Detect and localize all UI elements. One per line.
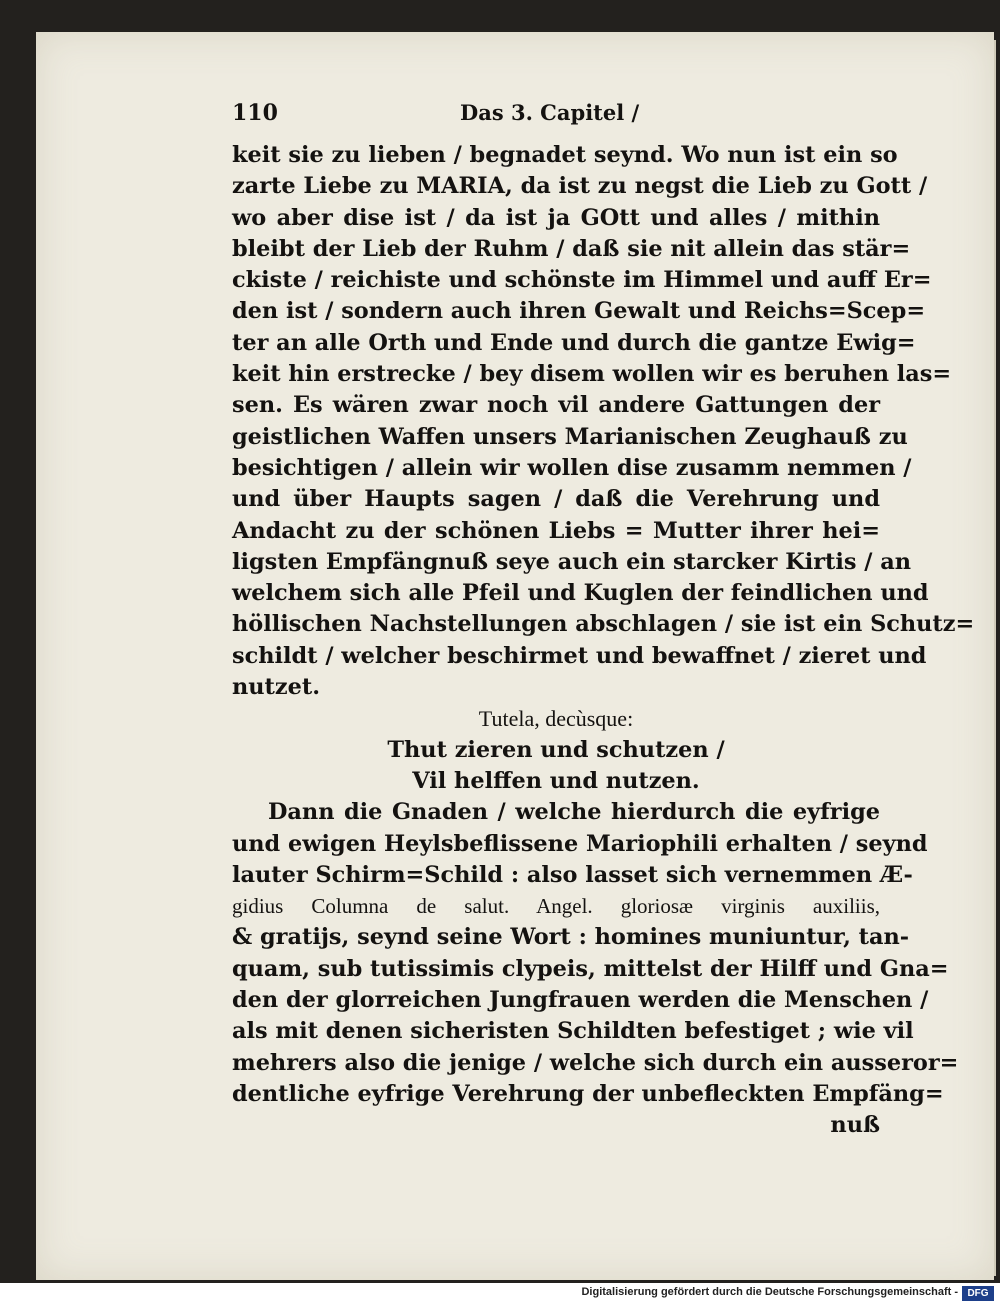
motto-german-2: Vil helffen und nutzen. [412, 767, 700, 794]
text-line: als mit denen sicheristen Schildten befestiget ; wie vil [232, 1018, 914, 1045]
text-line: quam, sub tutissimis clypeis, mittelst der Hilff und Gna= [232, 955, 949, 982]
text-line: ter an alle Orth und Ende und durch die gantze Ewig= [232, 329, 916, 356]
text-line: nutzet. [232, 674, 320, 701]
catchword: nuß [830, 1112, 880, 1139]
text-line: höllischen Nachstellungen abschlagen / sie ist ein Schutz= [232, 611, 975, 638]
motto-latin: Tutela, decùsque: [478, 706, 634, 732]
text-line: dentliche eyfrige Verehrung der unbefleckten Empfäng= [232, 1080, 944, 1107]
dfg-logo: DFG [962, 1286, 994, 1301]
text-line: lauter Schirm=Schild : also lasset sich vernemmen Æ- [232, 861, 913, 888]
text-line: und ewigen Heylsbeflissene Mariophili erhalten / seynd [232, 830, 928, 857]
text-line: keit sie zu lieben / begnadet seynd. Wo nun ist ein so [232, 142, 898, 168]
text-line: besichtigen / allein wir wollen dise zusamm nemmen / [232, 454, 912, 481]
text-line: keit hin erstrecke / bey disem wollen wir es beruhen las= [232, 361, 952, 388]
text-line: und über Haupts sagen / daß die Verehrung und [232, 486, 880, 513]
text-line: sen. Es wären zwar noch vil andere Gattungen der [232, 392, 880, 419]
text-line: zarte Liebe zu MARIA, da ist zu negst die Lieb zu Gott / [232, 173, 928, 200]
running-head: Das 3. Capitel / [460, 100, 640, 125]
text-line: welchem sich alle Pfeil und Kuglen der feindlichen und [232, 580, 929, 607]
body-text [232, 140, 975, 1142]
text-line: Dann die Gnaden / welche hierdurch die eyfrige [268, 799, 880, 826]
text-line: ckiste / reichiste und schönste im Himmel und auff Er= [232, 267, 932, 294]
page-header [232, 100, 652, 134]
text-line: den der glorreichen Jungfrauen werden die Menschen / [232, 987, 929, 1014]
text-line: wo aber dise ist / da ist ja GOtt und alles / mithin [232, 204, 880, 231]
text-line: ligsten Empfängnuß seye auch ein starcker Kirtis / an [232, 548, 912, 575]
page-number: 110 [232, 100, 278, 126]
text-line: geistlichen Waffen unsers Marianischen Zeughauß zu [232, 423, 908, 450]
funding-credit: Digitalisierung gefördert durch die Deutsche Forschungsgemeinschaft - [581, 1286, 958, 1298]
text-line: bleibt der Lieb der Ruhm / daß sie nit allein das stär= [232, 235, 911, 262]
text-line: schildt / welcher beschirmet und bewaffnet / zieret und [232, 642, 927, 669]
text-line: & gratijs, seynd seine Wort : homines muniuntur, tan- [232, 924, 910, 951]
text-line: Andacht zu der schönen Liebs = Mutter ihrer hei= [232, 517, 880, 544]
text-line: mehrers also die jenige / welche sich durch ein ausseror= [232, 1049, 959, 1076]
motto-german-1: Thut zieren und schutzen / [387, 736, 725, 763]
text-line: den ist / sondern auch ihren Gewalt und Reichs=Scep= [232, 298, 926, 325]
text-line: gidius Columna de salut. Angel. gloriosæ virginis auxiliis, [232, 894, 880, 919]
footer-bar [0, 1283, 1000, 1304]
